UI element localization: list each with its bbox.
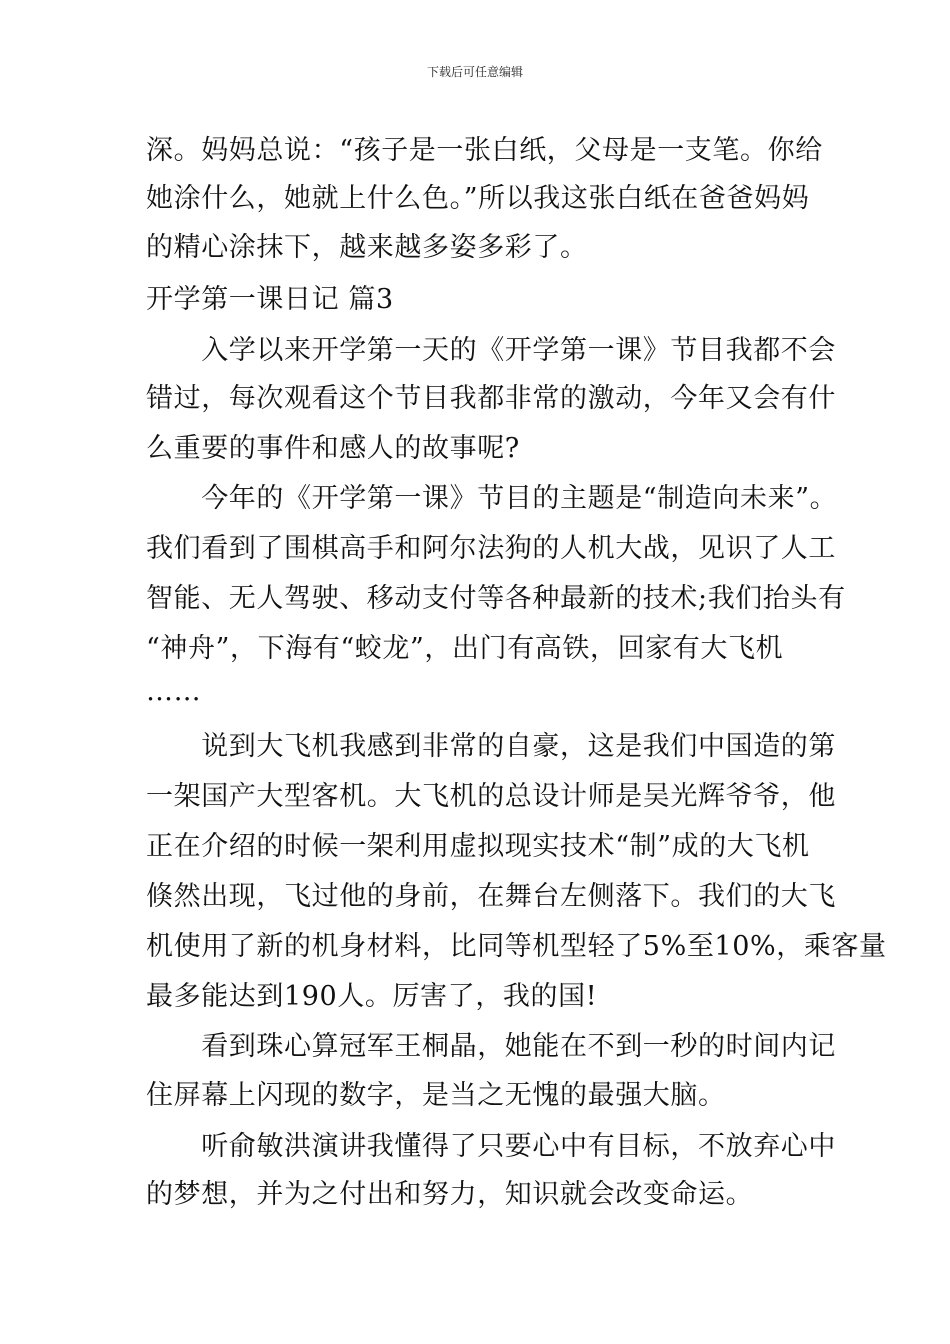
text-line: 入学以来开学第一天的《开学第一课》节目我都不会 xyxy=(146,335,836,366)
section-title: 开学第一课日记 篇3 xyxy=(146,284,394,315)
text-line: 智能、无人驾驶、移动支付等各种最新的技术;我们抬头有 xyxy=(146,583,846,614)
text-line: 我们看到了围棋高手和阿尔法狗的人机大战，见识了人工 xyxy=(146,533,836,564)
text-line: 的精心涂抹下，越来越多姿多彩了。 xyxy=(146,232,588,263)
text-line: …… xyxy=(146,676,202,707)
text-line: 倏然出现，飞过他的身前，在舞台左侧落下。我们的大飞 xyxy=(146,881,836,912)
text-line: “神舟”，下海有“蛟龙”，出门有高铁，回家有大飞机 xyxy=(146,633,784,664)
text-line: 一架国产大型客机。大飞机的总设计师是吴光辉爷爷，他 xyxy=(146,781,836,812)
text-line: 今年的《开学第一课》节目的主题是“制造向未来”。 xyxy=(146,483,838,514)
text-line: 住屏幕上闪现的数字，是当之无愧的最强大脑。 xyxy=(146,1080,726,1111)
text-line: 看到珠心算冠军王桐晶，她能在不到一秒的时间内记 xyxy=(146,1031,836,1062)
text-line: 最多能达到190人。厉害了，我的国! xyxy=(146,981,598,1012)
text-line: 说到大飞机我感到非常的自豪，这是我们中国造的第 xyxy=(146,731,836,762)
text-line: 么重要的事件和感人的故事呢? xyxy=(146,433,520,464)
text-line: 听俞敏洪演讲我懂得了只要心中有目标，不放弃心中 xyxy=(146,1131,836,1162)
text-line: 机使用了新的机身材料，比同等机型轻了5%至10%，乘客量 xyxy=(146,931,887,962)
text-line: 正在介绍的时候一架利用虚拟现实技术“制”成的大飞机 xyxy=(146,831,810,862)
text-line: 的梦想，并为之付出和努力，知识就会改变命运。 xyxy=(146,1179,754,1210)
text-line: 错过，每次观看这个节目我都非常的激动，今年又会有什 xyxy=(146,383,836,414)
text-line: 她涂什么，她就上什么色。”所以我这张白纸在爸爸妈妈 xyxy=(146,183,810,214)
page-header: 下载后可任意编辑 xyxy=(426,65,523,79)
text-line: 深。妈妈总说：“孩子是一张白纸，父母是一支笔。你给 xyxy=(146,135,823,166)
